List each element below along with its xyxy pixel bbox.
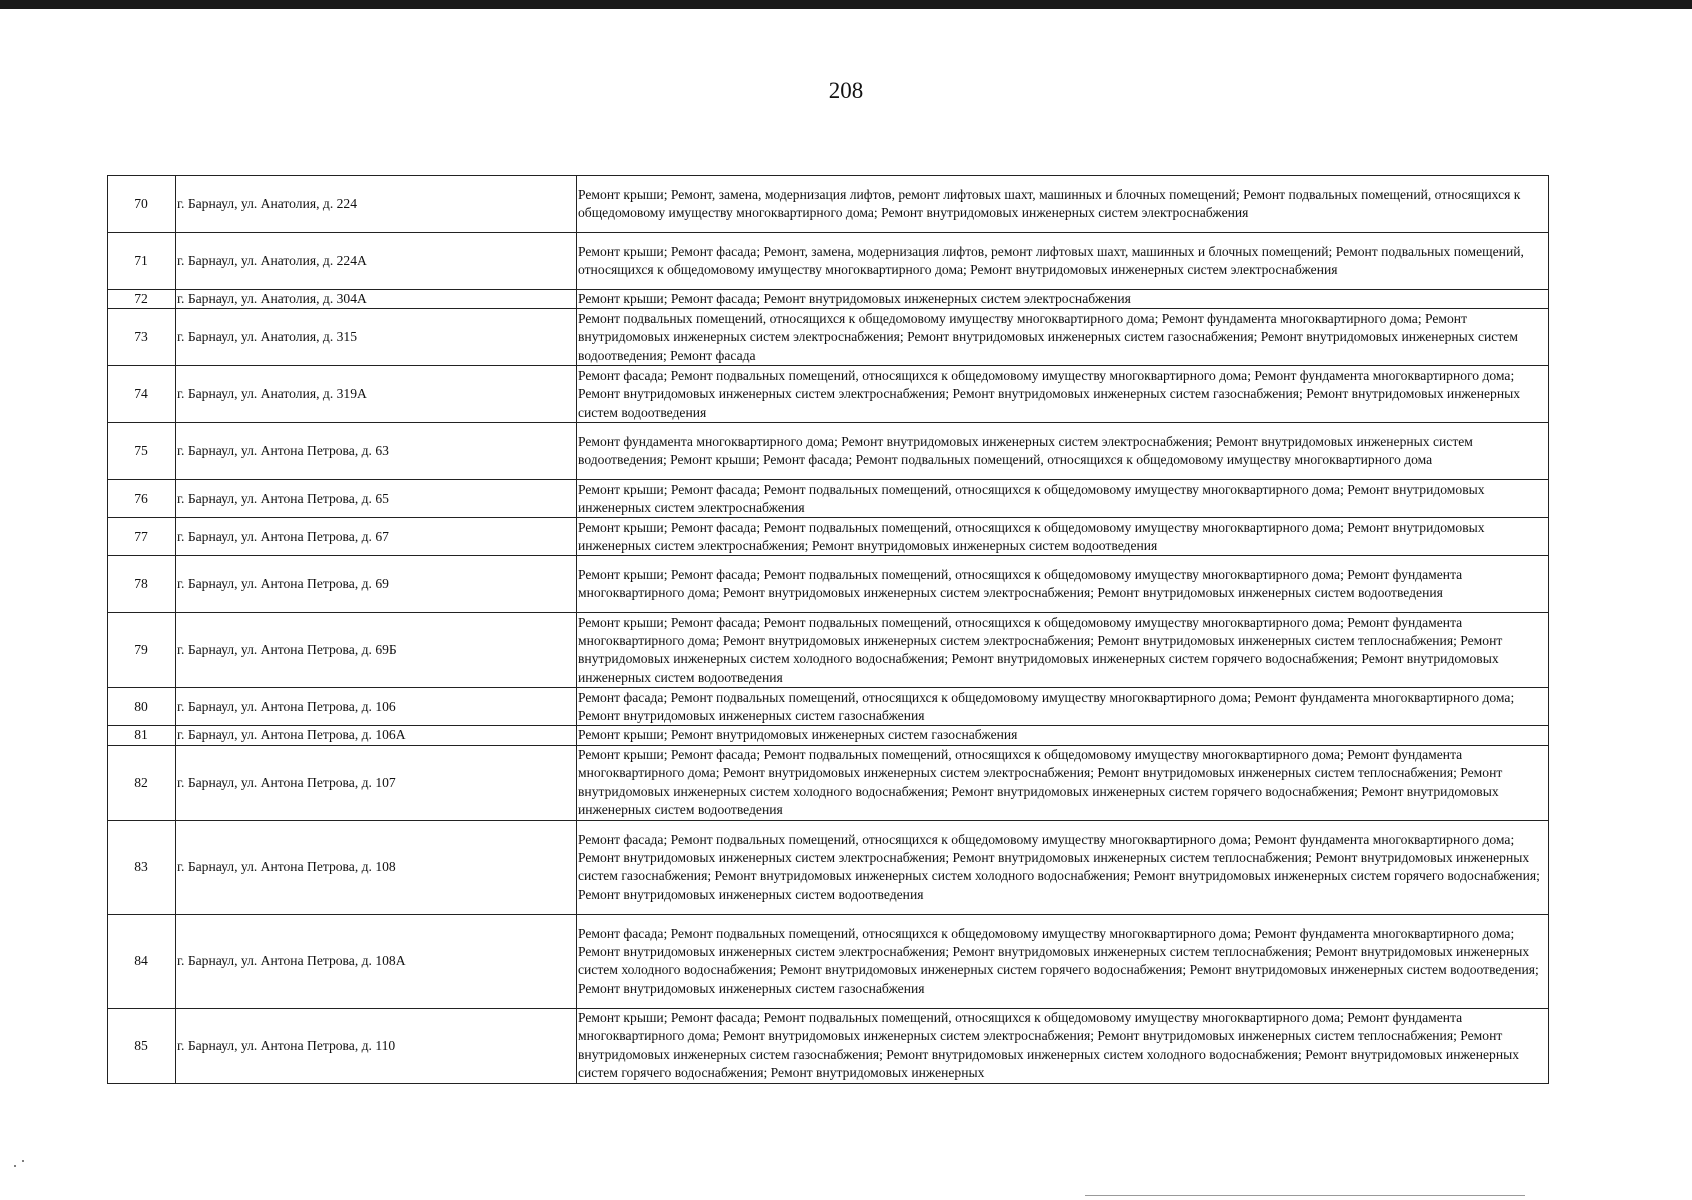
table-row — [108, 423, 1549, 480]
house-address: г. Барнаул, ул. Антона Петрова, д. 106А — [176, 726, 577, 745]
repair-works-list: Ремонт крыши; Ремонт фасада; Ремонт подвальных помещений, относящихся к общедомовому имуществу многоквартирного дома; Ремонт фундамента многоквартирного дома; Ремонт внутридомовых инженерных систем электроснабжения; Ремонт внутридомовых инженерных систем водоотведения — [577, 556, 1549, 613]
repair-works-list: Ремонт крыши; Ремонт фасада; Ремонт внутридомовых инженерных систем электроснабжения — [577, 290, 1549, 309]
house-address: г. Барнаул, ул. Анатолия, д. 319А — [176, 366, 577, 423]
page-number: 208 — [828, 78, 864, 103]
repair-works-list: Ремонт подвальных помещений, относящихся к общедомовому имуществу многоквартирного дома; Ремонт фундамента многоквартирного дома; Ремонт внутридомовых инженерных систем электроснабжения; Ремонт внутридомовых инженерных систем газоснабжения; Ремонт внутридомовых инженерных систем водоотведения; Ремонт фасада — [577, 309, 1549, 366]
house-address: г. Барнаул, ул. Анатолия, д. 304А — [176, 290, 577, 309]
repair-works-table — [107, 175, 1549, 1084]
table-row — [108, 745, 1549, 820]
row-number: 71 — [108, 233, 176, 290]
table-row — [108, 1008, 1549, 1083]
repair-works-list: Ремонт фундамента многоквартирного дома; Ремонт внутридомовых инженерных систем электроснабжения; Ремонт внутридомовых инженерных систем водоотведения; Ремонт крыши; Ремонт фасада; Ремонт подвальных помещений, относящихся к общедомовому имуществу многоквартирного дома — [577, 423, 1549, 480]
house-address: г. Барнаул, ул. Анатолия, д. 224А — [176, 233, 577, 290]
house-address: г. Барнаул, ул. Анатолия, д. 315 — [176, 309, 577, 366]
house-address: г. Барнаул, ул. Антона Петрова, д. 67 — [176, 518, 577, 556]
house-address: г. Барнаул, ул. Антона Петрова, д. 106 — [176, 688, 577, 726]
house-address: г. Барнаул, ул. Анатолия, д. 224 — [176, 176, 577, 233]
row-number: 81 — [108, 726, 176, 745]
repair-works-list: Ремонт фасада; Ремонт подвальных помещений, относящихся к общедомовому имуществу многоквартирного дома; Ремонт фундамента многоквартирного дома; Ремонт внутридомовых инженерных систем электроснабжения; Ремонт внутридомовых инженерных систем теплоснабжения; Ремонт внутридомовых инженерных систем газоснабжения; Ремонт внутридомовых инженерных систем холодного водоснабжения; Ремонт внутридомовых инженерных систем горячего водоснабжения; Ремонт внутридомовых инженерных систем водоотведения — [577, 820, 1549, 914]
row-number: 78 — [108, 556, 176, 613]
repair-works-list: Ремонт крыши; Ремонт фасада; Ремонт, замена, модернизация лифтов, ремонт лифтовых шахт, машинных и блочных помещений; Ремонт подвальных помещений, относящихся к общедомовому имуществу многоквартирного дома; Ремонт внутридомовых инженерных систем электроснабжения — [577, 233, 1549, 290]
table-row — [108, 726, 1549, 745]
house-address: г. Барнаул, ул. Антона Петрова, д. 69 — [176, 556, 577, 613]
table-row — [108, 688, 1549, 726]
repair-works-list: Ремонт крыши; Ремонт фасада; Ремонт подвальных помещений, относящихся к общедомовому имуществу многоквартирного дома; Ремонт внутридомовых инженерных систем электроснабжения; Ремонт внутридомовых инженерных систем водоотведения — [577, 518, 1549, 556]
repair-works-list: Ремонт крыши; Ремонт внутридомовых инженерных систем газоснабжения — [577, 726, 1549, 745]
repair-works-list: Ремонт крыши; Ремонт фасада; Ремонт подвальных помещений, относящихся к общедомовому имуществу многоквартирного дома; Ремонт внутридомовых инженерных систем электроснабжения — [577, 480, 1549, 518]
table-row — [108, 290, 1549, 309]
row-number: 74 — [108, 366, 176, 423]
table-row — [108, 480, 1549, 518]
house-address: г. Барнаул, ул. Антона Петрова, д. 65 — [176, 480, 577, 518]
house-address: г. Барнаул, ул. Антона Петрова, д. 108 — [176, 820, 577, 914]
row-number: 70 — [108, 176, 176, 233]
row-number: 82 — [108, 745, 176, 820]
row-number: 85 — [108, 1008, 176, 1083]
table-row — [108, 176, 1549, 233]
repair-works-list: Ремонт фасада; Ремонт подвальных помещений, относящихся к общедомовому имуществу многоквартирного дома; Ремонт фундамента многоквартирного дома; Ремонт внутридомовых инженерных систем электроснабжения; Ремонт внутридомовых инженерных систем газоснабжения; Ремонт внутридомовых инженерных систем водоотведения — [577, 366, 1549, 423]
scan-speck — [22, 1160, 24, 1162]
row-number: 77 — [108, 518, 176, 556]
scan-top-border — [0, 0, 1692, 9]
row-number: 73 — [108, 309, 176, 366]
table-row — [108, 309, 1549, 366]
house-address: г. Барнаул, ул. Антона Петрова, д. 110 — [176, 1008, 577, 1083]
table-row — [108, 820, 1549, 914]
repair-works-list: Ремонт фасада; Ремонт подвальных помещений, относящихся к общедомовому имуществу многоквартирного дома; Ремонт фундамента многоквартирного дома; Ремонт внутридомовых инженерных систем газоснабжения — [577, 688, 1549, 726]
repair-works-list: Ремонт крыши; Ремонт фасада; Ремонт подвальных помещений, относящихся к общедомовому имуществу многоквартирного дома; Ремонт фундамента многоквартирного дома; Ремонт внутридомовых инженерных систем электроснабжения; Ремонт внутридомовых инженерных систем теплоснабжения; Ремонт внутридомовых инженерных систем газоснабжения; Ремонт внутридомовых инженерных систем холодного водоснабжения; Ремонт внутридомовых инженерных систем горячего водоснабжения; Ремонт внутридомовых инженерных — [577, 1008, 1549, 1083]
row-number: 79 — [108, 613, 176, 688]
repair-works-list: Ремонт фасада; Ремонт подвальных помещений, относящихся к общедомовому имуществу многоквартирного дома; Ремонт фундамента многоквартирного дома; Ремонт внутридомовых инженерных систем электроснабжения; Ремонт внутридомовых инженерных систем теплоснабжения; Ремонт внутридомовых инженерных систем холодного водоснабжения; Ремонт внутридомовых инженерных систем горячего водоснабжения; Ремонт внутридомовых инженерных систем водоотведения; Ремонт внутридомовых инженерных систем газоснабжения — [577, 914, 1549, 1008]
repair-works-list: Ремонт крыши; Ремонт фасада; Ремонт подвальных помещений, относящихся к общедомовому имуществу многоквартирного дома; Ремонт фундамента многоквартирного дома; Ремонт внутридомовых инженерных систем электроснабжения; Ремонт внутридомовых инженерных систем теплоснабжения; Ремонт внутридомовых инженерных систем холодного водоснабжения; Ремонт внутридомовых инженерных систем горячего водоснабжения; Ремонт внутридомовых инженерных систем водоотведения — [577, 745, 1549, 820]
table-row — [108, 556, 1549, 613]
table-row — [108, 233, 1549, 290]
table-row — [108, 613, 1549, 688]
house-address: г. Барнаул, ул. Антона Петрова, д. 107 — [176, 745, 577, 820]
house-address: г. Барнаул, ул. Антона Петрова, д. 69Б — [176, 613, 577, 688]
house-address: г. Барнаул, ул. Антона Петрова, д. 63 — [176, 423, 577, 480]
row-number: 75 — [108, 423, 176, 480]
row-number: 72 — [108, 290, 176, 309]
repair-works-list: Ремонт крыши; Ремонт фасада; Ремонт подвальных помещений, относящихся к общедомовому имуществу многоквартирного дома; Ремонт фундамента многоквартирного дома; Ремонт внутридомовых инженерных систем электроснабжения; Ремонт внутридомовых инженерных систем теплоснабжения; Ремонт внутридомовых инженерных систем холодного водоснабжения; Ремонт внутридомовых инженерных систем горячего водоснабжения; Ремонт внутридомовых инженерных систем водоотведения — [577, 613, 1549, 688]
house-address: г. Барнаул, ул. Антона Петрова, д. 108А — [176, 914, 577, 1008]
repair-works-list: Ремонт крыши; Ремонт, замена, модернизация лифтов, ремонт лифтовых шахт, машинных и блочных помещений; Ремонт подвальных помещений, относящихся к общедомовому имуществу многоквартирного дома; Ремонт внутридомовых инженерных систем электроснабжения — [577, 176, 1549, 233]
table-row — [108, 366, 1549, 423]
scan-bottom-edge — [1085, 1195, 1525, 1196]
row-number: 83 — [108, 820, 176, 914]
table-row — [108, 518, 1549, 556]
repair-works-table-body — [108, 176, 1549, 1084]
row-number: 84 — [108, 914, 176, 1008]
row-number: 80 — [108, 688, 176, 726]
row-number: 76 — [108, 480, 176, 518]
table-row — [108, 914, 1549, 1008]
scan-speck — [14, 1165, 16, 1167]
